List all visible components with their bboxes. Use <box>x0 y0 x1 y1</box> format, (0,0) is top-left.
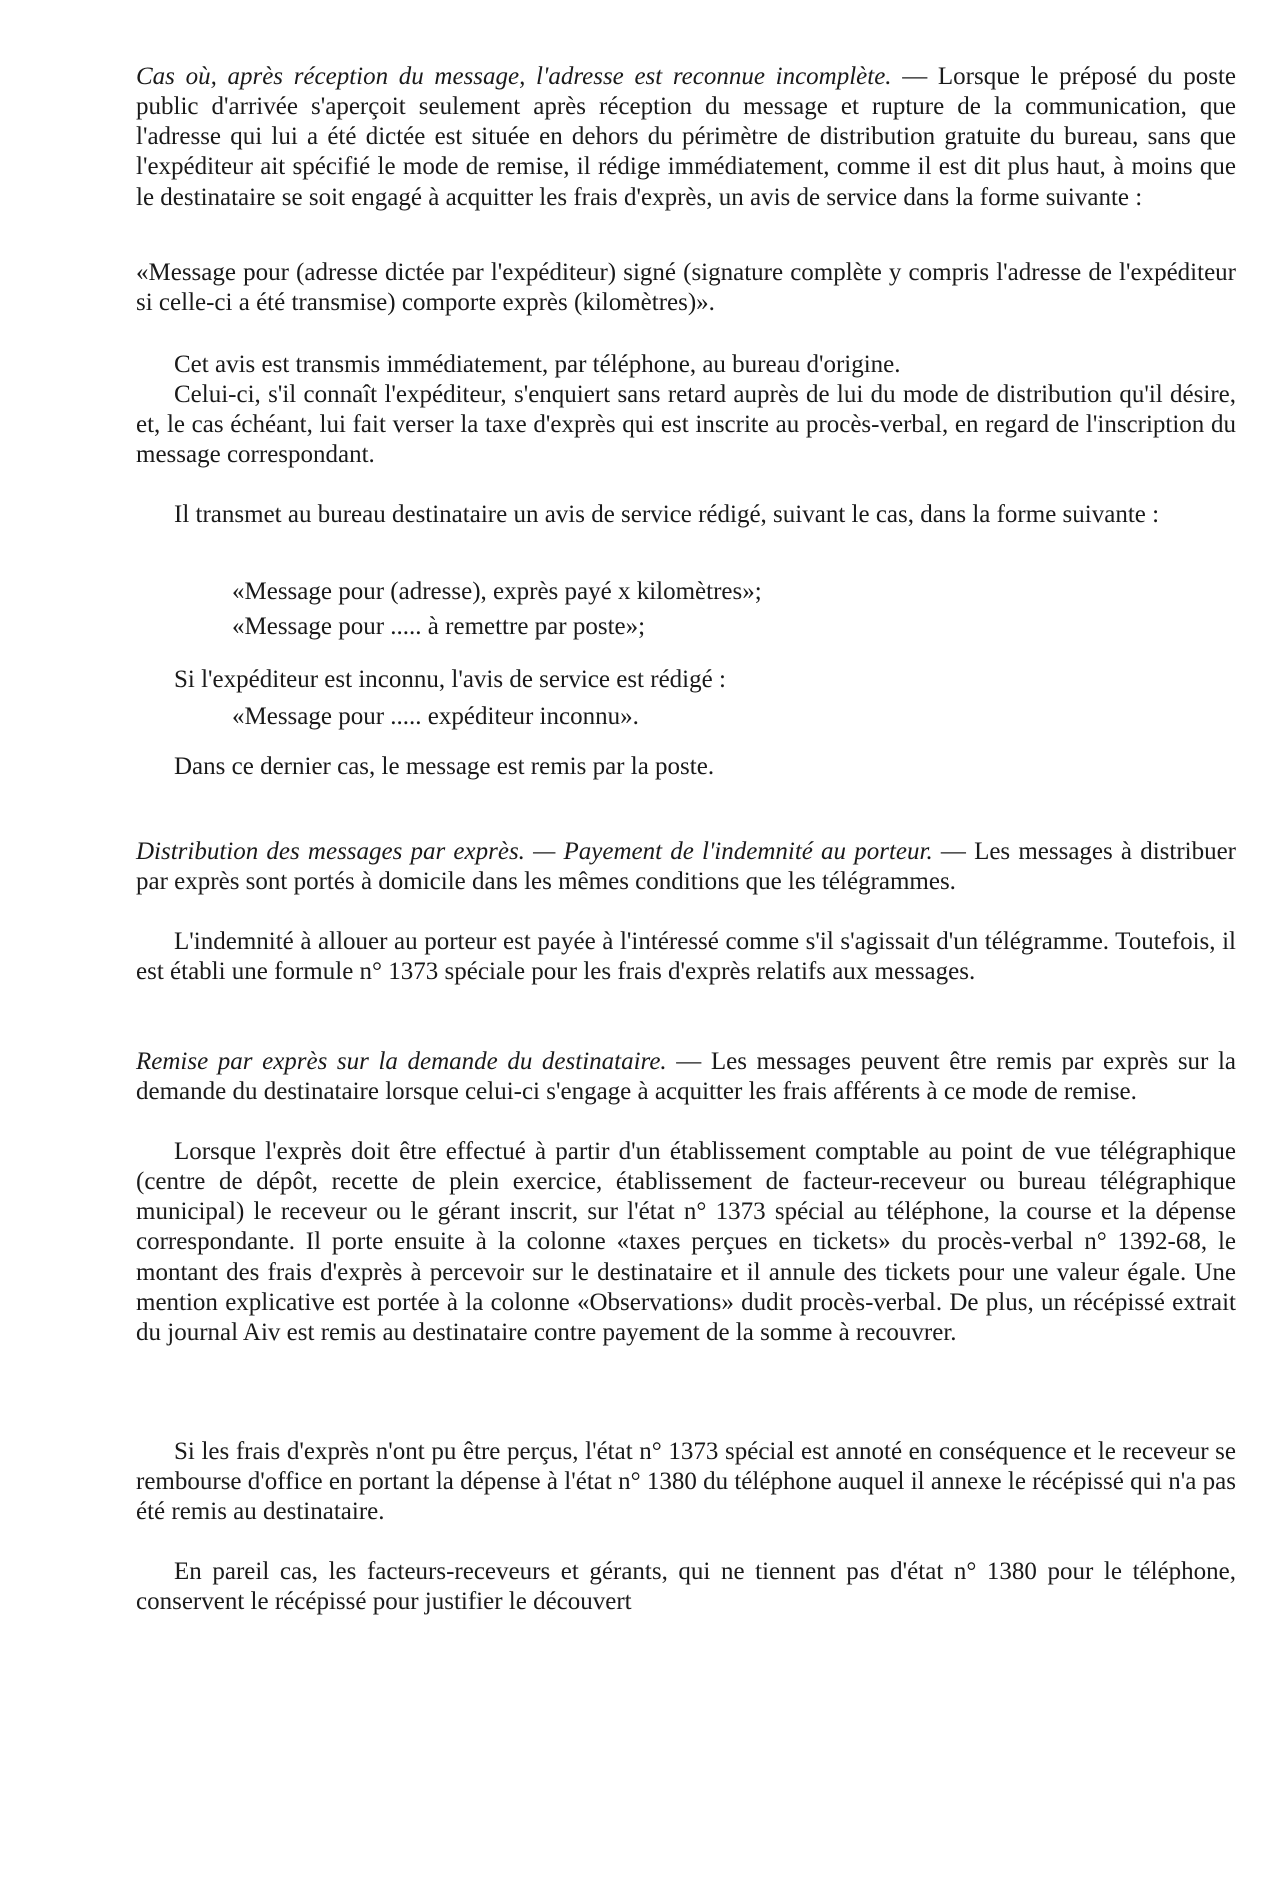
paragraph: Cet avis est transmis immédiatement, par téléphone, au bureau d'origine. <box>174 351 901 378</box>
paragraph: Celui-ci, s'il connaît l'expéditeur, s'enquiert sans retard auprès de lui du mode de distribution qu'il désire, et, le cas échéant, lui fait verser la taxe d'exprès qui est inscrite au procès-verbal, en regard de l'inscription du message correspondant. <box>136 381 1236 469</box>
section-heading: Distribution des messages par exprès. — Payement de l'indemnité au porteur. <box>136 838 933 865</box>
section-heading: Remise par exprès sur la demande du destinataire. <box>136 1048 667 1075</box>
paragraph: L'indemnité à allouer au porteur est payée à l'intéressé comme s'il s'agissait d'un télégramme. Toutefois, il est établi une formule n° 1373 spéciale pour les frais d'exprès relatifs aux messages. <box>136 928 1236 986</box>
paragraph: Lorsque l'exprès doit être effectué à partir d'un établissement comptable au point de vue télégraphique (centre de dépôt, recette de plein exercice, établissement de facteur-receveur ou bureau télégraphique municipal) le receveur ou le gérant inscrit, sur l'état n° 1373 spécial au téléphone, la course et la dépense correspondante. Il porte ensuite à la colonne «taxes perçues en tickets» du procès-verbal n° 1392-68, le montant des frais d'exprès à percevoir sur le destinataire et il annule des tickets pour une valeur égale. Une mention explicative est portée à la colonne «Observations» dudit procès-verbal. De plus, un récépissé extrait du journal Aiv est remis au destinataire contre payement de la somme à recouvrer. <box>136 1138 1236 1346</box>
section-paragraph-remise <box>136 1047 1236 1107</box>
heading-dash: — <box>891 63 938 90</box>
section-paragraph-distribution <box>136 837 1236 897</box>
heading-dash: — <box>932 838 975 865</box>
paragraph: Si l'expéditeur est inconnu, l'avis de service est rédigé : <box>174 666 726 693</box>
paragraph: Il transmet au bureau destinataire un avis de service rédigé, suivant le cas, dans la forme suivante : <box>174 501 1160 528</box>
form-line: «Message pour ..... expéditeur inconnu». <box>232 703 639 730</box>
paragraph: Dans ce dernier cas, le message est remis par la poste. <box>174 753 715 780</box>
form-line: «Message pour (adresse), exprès payé x kilomètres»; <box>232 578 762 605</box>
heading-dash: — <box>666 1048 711 1075</box>
section-body: Les messages à distribuer par exprès sont portés à domicile dans les mêmes conditions que les télégrammes. <box>136 838 1237 896</box>
section-body: Les messages peuvent être remis par exprès sur la demande du destinataire lorsque celui-ci s'engage à acquitter les frais afférents à ce mode de remise. <box>136 1048 1236 1106</box>
form-line: «Message pour ..... à remettre par poste»; <box>232 613 646 640</box>
section-body: Lorsque le préposé du poste public d'arrivée s'aperçoit seulement après réception du message et rupture de la communication, que l'adresse qui lui a été dictée est située en dehors du périmètre de distribution gratuite du bureau, sans que l'expéditeur ait spécifié le mode de remise, il rédige immédiatement, comme il est dit plus haut, à moins que le destinataire se soit engagé à acquitter les frais d'exprès, un avis de service dans la forme suivante : <box>136 63 1237 211</box>
paragraph: En pareil cas, les facteurs-receveurs et gérants, qui ne tiennent pas d'état n° 1380 pour le téléphone, conservent le récépissé pour justifier le découvert <box>136 1558 1236 1616</box>
section-heading: Cas où, après réception du message, l'adresse est reconnue incomplète. <box>136 63 892 90</box>
paragraph: Si les frais d'exprès n'ont pu être perçus, l'état n° 1373 spécial est annoté en conséquence et le receveur se rembourse d'office en portant la dépense à l'état n° 1380 du téléphone auquel il annexe le récépissé qui n'a pas été remis au destinataire. <box>136 1438 1236 1526</box>
avis-form-paragraph: «Message pour (adresse dictée par l'expéditeur) signé (signature complète y compris l'adresse de l'expéditeur si celle-ci a été transmise) comporte exprès (kilomètres)». <box>136 259 1236 317</box>
section-paragraph-incomplete-address <box>136 62 1236 213</box>
